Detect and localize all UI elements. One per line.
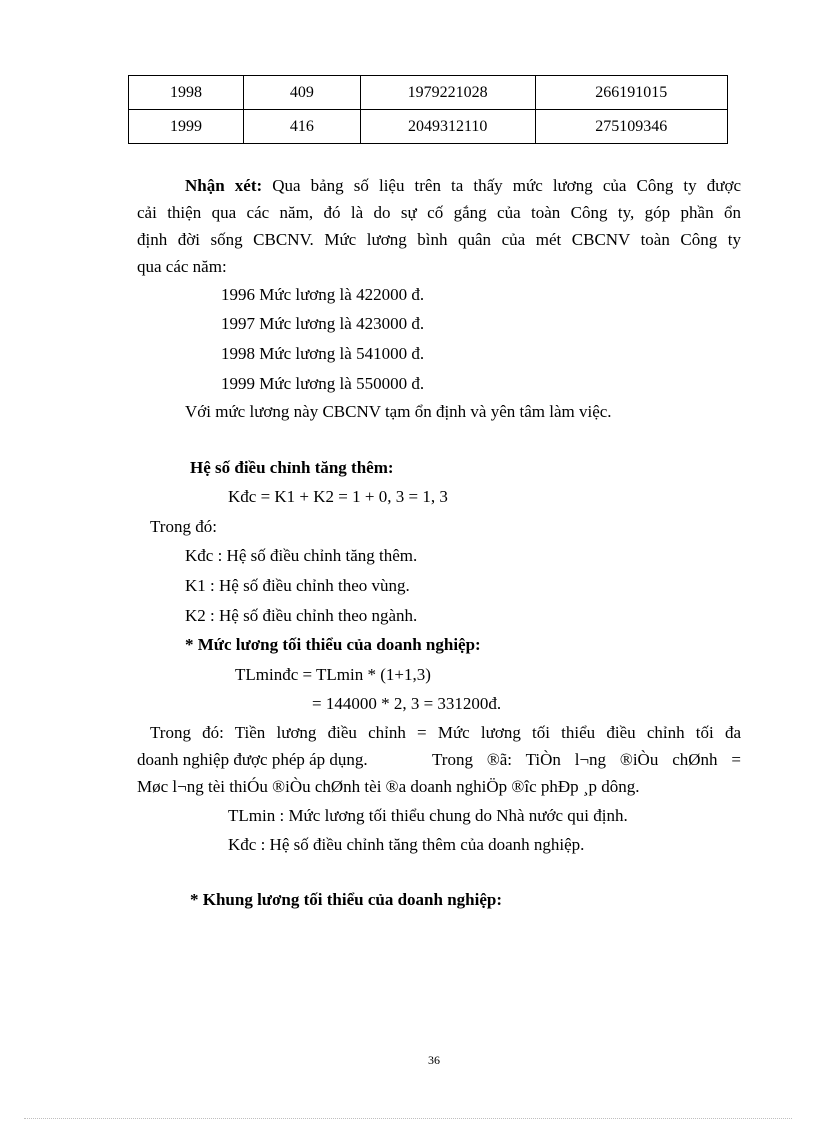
min-wage-formula-1: TLminđc = TLmin * (1+1,3) xyxy=(235,665,431,684)
remark-label: Nhận xét: xyxy=(185,176,263,195)
salary-1998: 1998 Mức lương là 541000 đ. xyxy=(221,344,425,363)
table-cell: 1979221028 xyxy=(360,76,535,110)
table-row xyxy=(129,110,728,144)
remark-line-1 xyxy=(185,176,741,196)
table-cell: 1999 xyxy=(129,110,244,144)
table-cell: 416 xyxy=(243,110,360,144)
remark-text: Qua bảng số liệu trên ta thấy mức lương của Công ty được xyxy=(272,176,741,195)
min-wage-where-line-2b: Trong ®ã: TiÒn l¬ng ®iÒu chØnh = xyxy=(432,750,741,769)
table-cell: 409 xyxy=(243,76,360,110)
coefficient-heading: Hệ số điều chỉnh tăng thêm: xyxy=(190,458,394,477)
salary-1999: 1999 Mức lương là 550000 đ. xyxy=(221,374,425,393)
salary-1996: 1996 Mức lương là 422000 đ. xyxy=(221,285,425,304)
table-cell: 2049312110 xyxy=(360,110,535,144)
min-wage-formula-2: = 144000 * 2, 3 = 331200đ. xyxy=(312,694,502,713)
min-wage-heading: * Mức lương tối thiểu của doanh nghiệp: xyxy=(185,635,481,654)
remark-line-4: qua các năm: xyxy=(137,257,227,276)
min-wage-item-tlmin: TLmin : Mức lương tối thiểu chung do Nhà nước qui định. xyxy=(228,806,628,825)
remark-line-3: định đời sống CBCNV. Mức lương bình quân của mét CBCNV toàn Công ty xyxy=(137,230,741,249)
coefficient-formula: Kđc = K1 + K2 = 1 + 0, 3 = 1, 3 xyxy=(228,487,448,506)
min-wage-where-line-2a: doanh nghiệp được phép áp dụng. xyxy=(137,750,368,769)
coefficient-item-kdc: Kđc : Hệ số điều chỉnh tăng thêm. xyxy=(185,546,418,565)
table-cell: 266191015 xyxy=(535,76,727,110)
coefficient-item-k1: K1 : Hệ số điều chỉnh theo vùng. xyxy=(185,576,410,595)
table-cell: 1998 xyxy=(129,76,244,110)
coefficient-where: Trong đó: xyxy=(150,517,217,536)
frame-heading: * Khung lương tối thiểu của doanh nghiệp: xyxy=(190,890,503,909)
conclusion: Với mức lương này CBCNV tạm ổn định và yên tâm làm việc. xyxy=(185,402,612,421)
coefficient-item-k2: K2 : Hệ số điều chỉnh theo ngành. xyxy=(185,606,418,625)
min-wage-where-line-1: Trong đó: Tiền lương điều chỉnh = Mức lương tối thiểu điều chỉnh tối đa xyxy=(150,723,741,742)
page-number: 36 xyxy=(428,1053,440,1067)
table-row xyxy=(129,76,728,110)
salary-1997: 1997 Mức lương là 423000 đ. xyxy=(221,314,425,333)
min-wage-item-kdc: Kđc : Hệ số điều chỉnh tăng thêm của doanh nghiệp. xyxy=(228,835,585,854)
salary-table xyxy=(128,75,728,144)
remark-line-2: cải thiện qua các năm, đó là do sự cố gắng của toàn Công ty, góp phần ổn xyxy=(137,203,741,222)
table-cell: 275109346 xyxy=(535,110,727,144)
page-bottom-divider xyxy=(24,1118,792,1119)
min-wage-where-line-3: Møc l¬ng tèi thiÓu ®iÒu chØnh tèi ®a doanh nghiÖp ®îc phÐp ¸p dông. xyxy=(137,777,640,796)
